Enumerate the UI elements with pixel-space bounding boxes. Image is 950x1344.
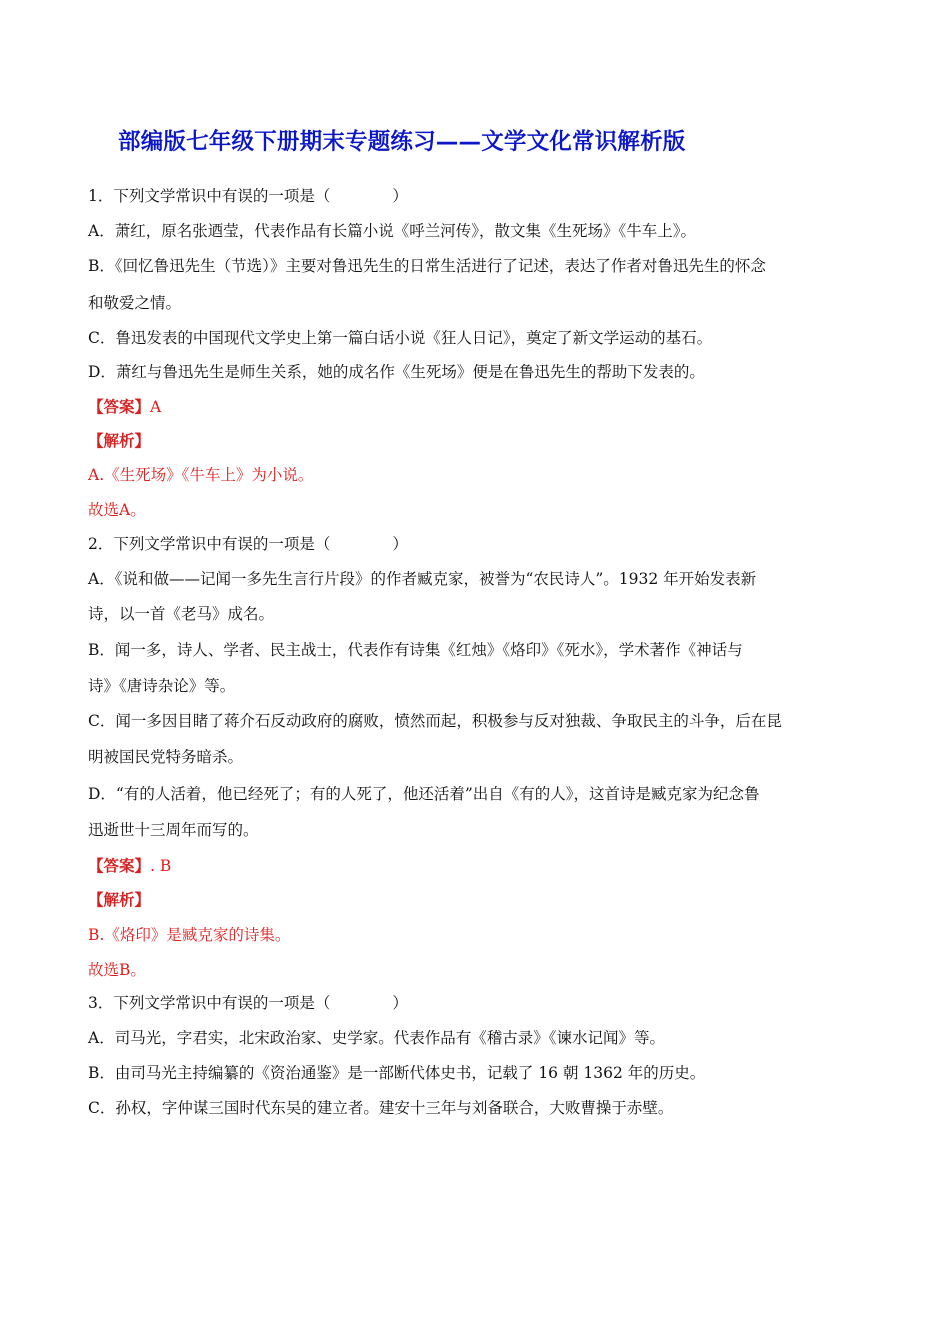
question-2-analysis-text: B.《烙印》是臧克家的诗集。	[88, 926, 291, 944]
answer-value: . B	[150, 857, 172, 875]
question-3-option-b: B．由司马光主持编纂的《资治通鉴》是一部断代体史书，记载了 16 朝 1362 年的历史。	[88, 1064, 706, 1082]
question-3-stem-close: ）	[392, 994, 408, 1012]
question-3-option-c: C．孙权，字仲谋三国时代东吴的建立者。建安十三年与刘备联合，大败曹操于赤壁。	[88, 1099, 674, 1117]
question-1-option-b-line1: B．《回忆鲁迅先生（节选）》主要对鲁迅先生的日常生活进行了记述，表达了作者对鲁迅先生的怀念	[88, 257, 766, 275]
page-title: 部编版七年级下册期末专题练习——文学文化常识解析版	[118, 129, 686, 155]
answer-label: 【答案】	[88, 856, 151, 875]
question-3-stem-text: 3．下列文学常识中有误的一项是（	[88, 994, 331, 1012]
question-2-option-a-line2: 诗，以一首《老马》成名。	[88, 605, 275, 623]
question-2-option-b-line2: 诗》《唐诗杂论》等。	[88, 677, 236, 695]
question-3-stem	[88, 993, 408, 1013]
question-1-stem-close: ）	[392, 187, 408, 205]
question-2-analysis-label	[88, 890, 150, 910]
question-2-option-c-line1: C．闻一多因目睹了蒋介石反动政府的腐败，愤然而起，积极参与反对独裁、争取民主的斗争，后在昆	[88, 712, 782, 730]
question-2-stem-close: ）	[392, 535, 408, 553]
question-1-option-a: A．萧红，原名张迺莹，代表作品有长篇小说《呼兰河传》，散文集《生死场》《牛车上》。	[88, 222, 696, 240]
question-2-stem-text: 2．下列文学常识中有误的一项是（	[88, 535, 331, 553]
question-1-option-c: C．鲁迅发表的中国现代文学史上第一篇白话小说《狂人日记》，奠定了新文学运动的基石。	[88, 329, 713, 347]
question-1-analysis-text: A.《生死场》《牛车上》为小说。	[88, 466, 314, 484]
question-2-option-d-line2: 迅逝世十三周年而写的。	[88, 821, 259, 839]
question-2-option-a-line1: A．《说和做——记闻一多先生言行片段》的作者臧克家，被誉为“农民诗人”。1932 年开始发表新	[88, 570, 757, 588]
question-1-option-b-line2: 和敬爱之情。	[88, 294, 182, 312]
question-2-answer	[88, 856, 171, 876]
analysis-label: 【解析】	[88, 431, 151, 450]
question-1-option-d: D．萧红与鲁迅先生是师生关系，她的成名作《生死场》便是在鲁迅先生的帮助下发表的。	[88, 363, 705, 381]
question-2-option-b-line1: B．闻一多，诗人、学者、民主战士，代表作有诗集《红烛》《烙印》《死水》，学术著作《神话与	[88, 641, 743, 659]
answer-value: A	[150, 398, 162, 416]
question-3-option-a: A．司马光，字君实，北宋政治家、史学家。代表作品有《稽古录》《谏水记闻》等。	[88, 1029, 665, 1047]
question-1-analysis-label	[88, 431, 150, 451]
question-2-option-c-line2: 明被国民党特务暗杀。	[88, 748, 244, 766]
question-1-answer	[88, 397, 161, 417]
analysis-label: 【解析】	[88, 890, 151, 909]
answer-label: 【答案】	[88, 397, 151, 416]
question-1-stem	[88, 186, 408, 206]
question-2-option-d-line1: D．“有的人活着，他已经死了；有的人死了，他还活着”出自《有的人》，这首诗是臧克家为纪念鲁	[88, 785, 760, 803]
question-2-conclusion: 故选B。	[88, 961, 146, 979]
question-1-stem-text: 1．下列文学常识中有误的一项是（	[88, 187, 331, 205]
question-2-stem	[88, 534, 408, 554]
question-1-conclusion: 故选A。	[88, 501, 146, 519]
